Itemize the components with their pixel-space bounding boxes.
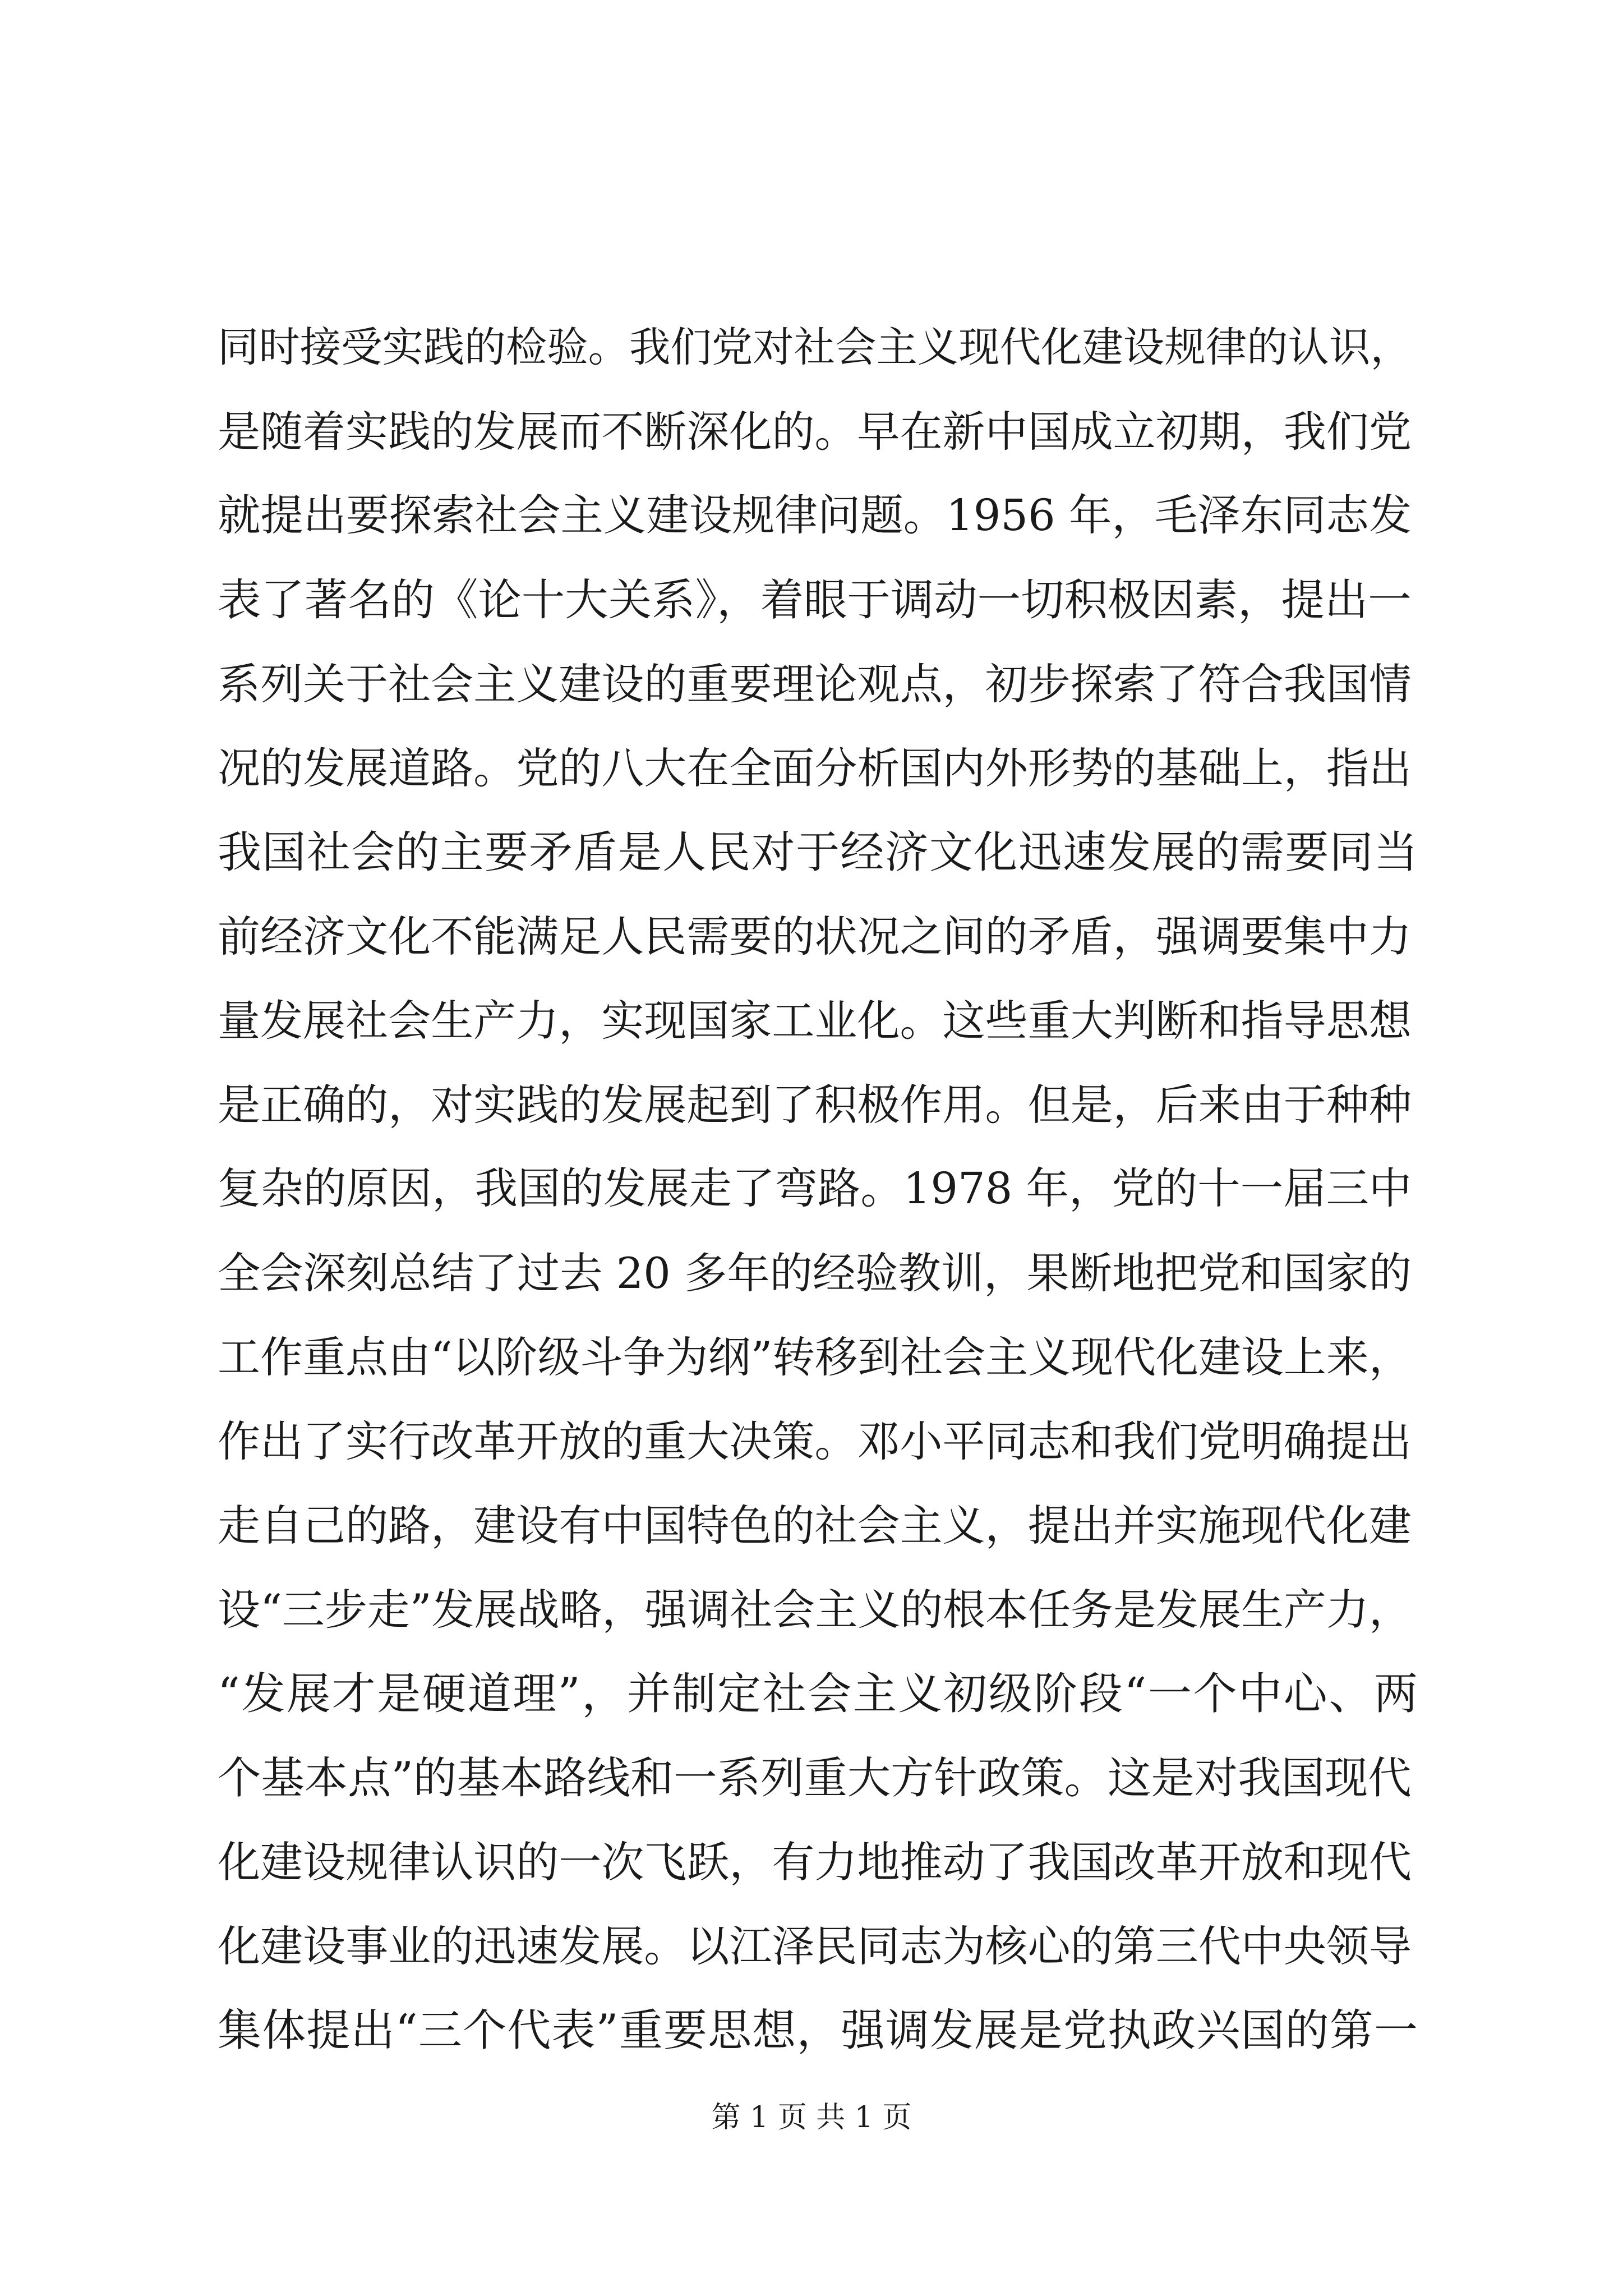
text-line: 走自己的路，建设有中国特色的社会主义，提出并实施现代化建 [218,1501,1412,1550]
text-line: 工作重点由“以阶级斗争为纲”转移到社会主义现代化建设上来， [218,1332,1412,1382]
text-line: 化建设事业的迅速发展。以江泽民同志为核心的第三代中央领导 [218,1921,1412,1971]
text-line: 是正确的，对实践的发展起到了积极作用。但是，后来由于种种 [218,1080,1412,1130]
text-line: 量发展社会生产力，实现国家工业化。这些重大判断和指导思想 [218,996,1412,1046]
text-line: 集体提出“三个代表”重要思想，强调发展是党执政兴国的第一 [218,2005,1418,2056]
text-line: 系列关于社会主义建设的重要理论观点，初步探索了符合我国情 [218,659,1412,709]
text-line: 前经济文化不能满足人民需要的状况之间的矛盾，强调要集中力 [218,912,1412,961]
body-text [218,306,1418,2073]
text-line: 化建设规律认识的一次飞跃，有力地推动了我国改革开放和现代 [218,1837,1412,1887]
text-line: 作出了实行改革开放的重大决策。邓小平同志和我们党明确提出 [218,1416,1412,1466]
text-line: 就提出要探索社会主义建设规律问题。1956 年，毛泽东同志发 [218,491,1412,541]
text-line: 全会深刻总结了过去 20 多年的经验教训，果断地把党和国家的 [218,1248,1412,1298]
text-line: 是随着实践的发展而不断深化的。早在新中国成立初期，我们党 [218,407,1412,457]
page-footer: 第 1 页 共 1 页 [711,2101,912,2134]
text-line: 我国社会的主要矛盾是人民对于经济文化迅速发展的需要同当 [218,827,1418,878]
text-line: 况的发展道路。党的八大在全面分析国内外形势的基础上，指出 [218,743,1412,793]
text-line: 设“三步走”发展战略，强调社会主义的根本任务是发展生产力， [218,1585,1412,1635]
text-line: 表了著名的《论十大关系》，着眼于调动一切积极因素，提出一 [218,575,1412,625]
text-line: 个基本点”的基本路线和一系列重大方针政策。这是对我国现代 [218,1753,1412,1803]
text-line: “发展才是硬道理”，并制定社会主义初级阶段“一个中心、两 [218,1669,1418,1719]
text-line: 复杂的原因，我国的发展走了弯路。1978 年，党的十一届三中 [218,1164,1412,1214]
text-line: 同时接受实践的检验。我们党对社会主义现代化建设规律的认识， [218,324,1412,371]
